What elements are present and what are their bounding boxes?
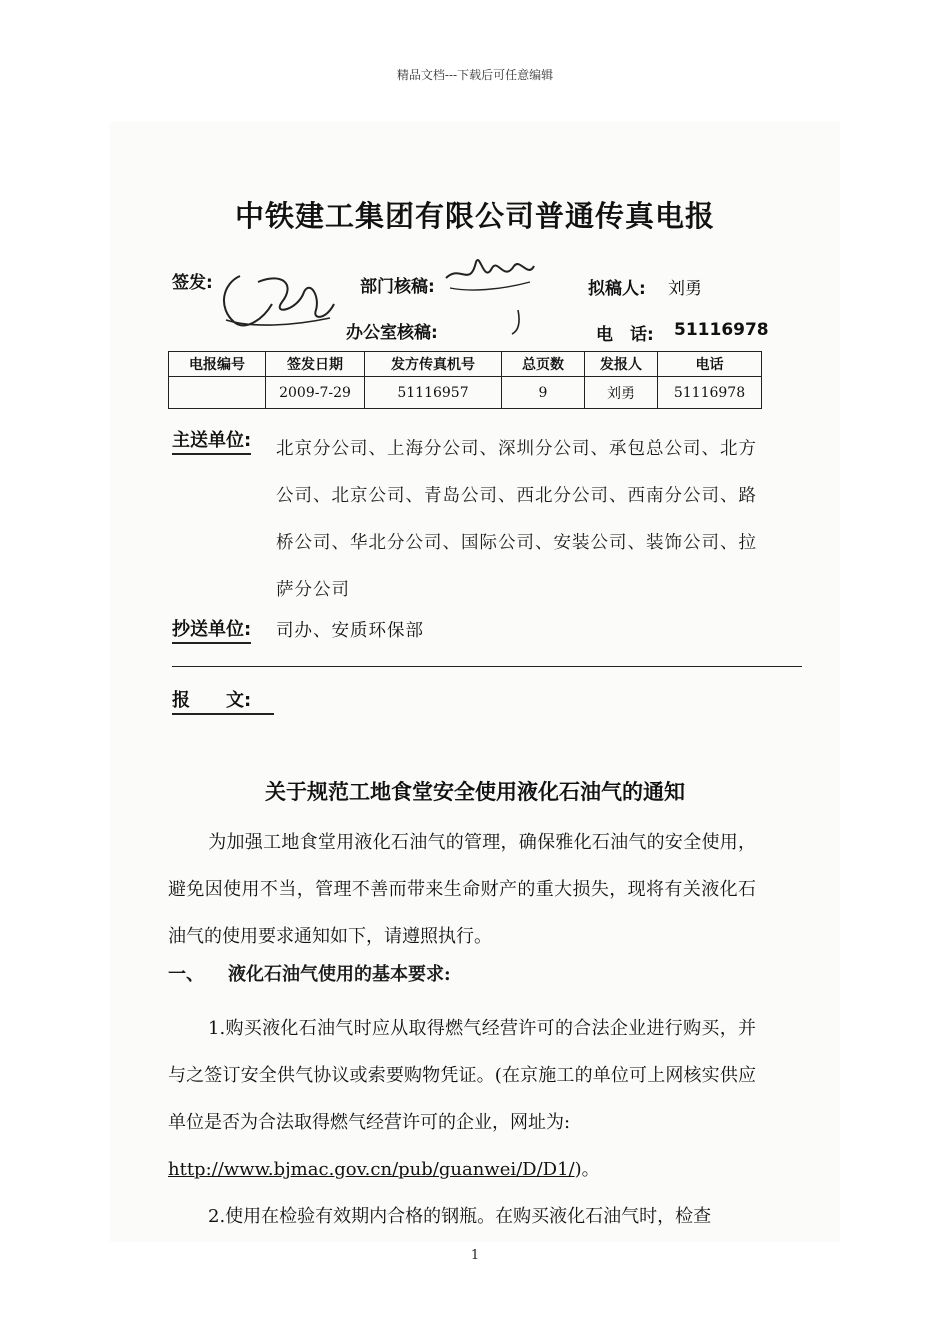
header-note: 精品文档---下载后可任意编辑 xyxy=(396,68,554,82)
cell-phone: 51116978 xyxy=(658,377,762,409)
drafter-label: 拟稿人: xyxy=(588,279,646,299)
section-number: 一、 xyxy=(168,964,204,985)
header-telegram-no: 电报编号 xyxy=(169,352,266,377)
message-label: 报 文: xyxy=(172,686,274,715)
dept-review-label: 部门核稿: xyxy=(360,277,435,297)
cc-recipients-label: 抄送单位: xyxy=(172,615,251,644)
signature-dept xyxy=(440,248,540,296)
main-recipients-label: 主送单位: xyxy=(172,426,251,455)
page-number: 1 xyxy=(470,1248,480,1263)
cell-telegram-no xyxy=(169,377,266,409)
header-sender: 发报人 xyxy=(585,352,658,377)
notice-subject: 关于规范工地食堂安全使用液化石油气的通知 xyxy=(265,779,685,804)
office-review-mark xyxy=(508,308,528,338)
phone-value: 51116978 xyxy=(674,320,769,340)
cell-sender: 刘勇 xyxy=(585,377,658,409)
item-2-paragraph xyxy=(168,1193,756,1240)
cell-fax-no: 51116957 xyxy=(365,377,502,409)
cell-sign-date: 2009-7-29 xyxy=(266,377,365,409)
item-1-text: 1.购买液化石油气时应从取得燃气经营许可的合法企业进行购买，并与之签订安全供气协议或索要购物凭证。(在京施工的单位可上网核实供应单位是否为合法取得燃气经营许可的企业，网址为: xyxy=(168,1018,756,1133)
document-title: 中铁建工集团有限公司普通传真电报 xyxy=(234,199,715,233)
phone-label: 电 话: xyxy=(596,325,654,345)
section-heading xyxy=(168,960,451,986)
header-phone: 电话 xyxy=(658,352,762,377)
header-fax-no: 发方传真机号 xyxy=(365,352,502,377)
intro-paragraph xyxy=(168,819,756,960)
drafter-name: 刘勇 xyxy=(668,279,702,299)
item-1-paragraph xyxy=(168,1005,756,1193)
intro-text: 为加强工地食堂用液化石油气的管理，确保雅化石油气的安全使用，避免因使用不当，管理不善而带来生命财产的重大损失，现将有关液化石油气的使用要求通知如下，请遵照执行。 xyxy=(168,832,756,947)
section-title: 液化石油气使用的基本要求: xyxy=(228,964,451,985)
item-1-end: )。 xyxy=(574,1159,600,1180)
header-total-pages: 总页数 xyxy=(502,352,585,377)
website-link[interactable]: http://www.bjmac.gov.cn/pub/guanwei/D/D1/ xyxy=(168,1159,575,1180)
header-sign-date: 签发日期 xyxy=(266,352,365,377)
main-recipients-list: 北京分公司、上海分公司、深圳分公司、承包总公司、北方公司、北京公司、青岛公司、西北分公司、西南分公司、路桥公司、华北分公司、国际公司、安装公司、装饰公司、拉萨分公司 xyxy=(276,439,757,600)
office-review-label: 办公室核稿: xyxy=(346,323,438,343)
table-header-row xyxy=(169,352,762,377)
cell-total-pages: 9 xyxy=(502,377,585,409)
signature-issuer xyxy=(212,262,342,334)
cc-recipients-list: 司办、安质环保部 xyxy=(276,621,424,641)
sign-label: 签发: xyxy=(172,273,213,293)
item-2-text: 2.使用在检验有效期内合格的钢瓶。在购买液化石油气时，检查 xyxy=(208,1206,712,1227)
divider-line xyxy=(172,666,802,667)
telegram-meta-table xyxy=(168,351,762,409)
table-row xyxy=(169,377,762,409)
